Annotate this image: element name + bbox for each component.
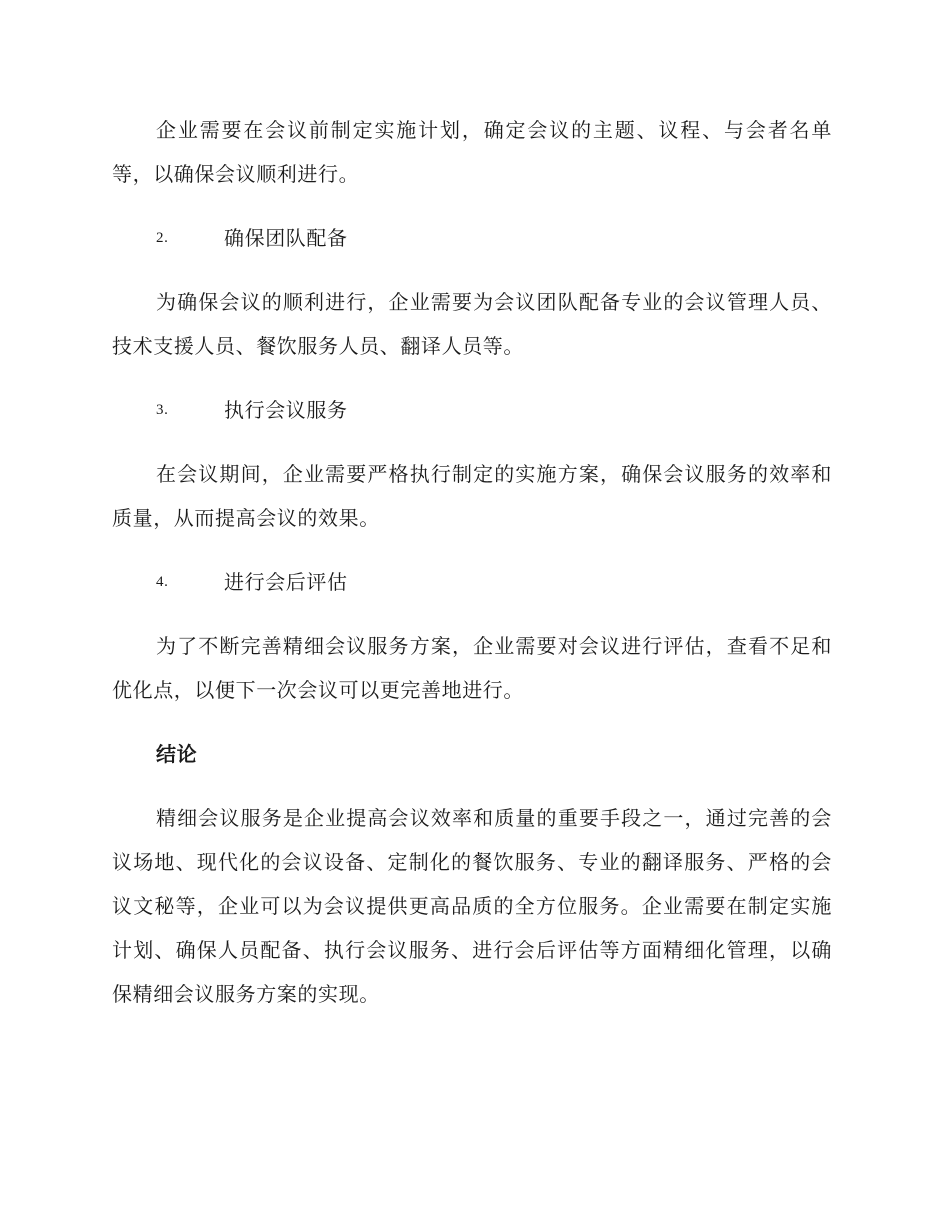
list-number: 4.	[156, 574, 169, 590]
paragraph-execute: 在会议期间，企业需要严格执行制定的实施方案，确保会议服务的效率和质量，从而提高会议的效果。	[112, 462, 832, 530]
list-item-execute	[112, 388, 832, 432]
list-number: 2.	[156, 230, 169, 246]
paragraph-plan: 企业需要在会议前制定实施计划，确定会议的主题、议程、与会者名单等，以确保会议顺利进行。	[112, 118, 832, 186]
paragraph-evaluate: 为了不断完善精细会议服务方案，企业需要对会议进行评估，查看不足和优化点，以便下一次会议可以更完善地进行。	[112, 634, 832, 702]
list-title: 确保团队配备	[224, 226, 348, 250]
list-number: 3.	[156, 402, 169, 418]
list-item-evaluate	[112, 560, 832, 604]
paragraph-team: 为确保会议的顺利进行，企业需要为会议团队配备专业的会议管理人员、技术支援人员、餐饮服务人员、翻译人员等。	[112, 290, 832, 358]
document-body	[112, 108, 832, 1036]
paragraph-conclusion: 精细会议服务是企业提高会议效率和质量的重要手段之一，通过完善的会议场地、现代化的会议设备、定制化的餐饮服务、专业的翻译服务、严格的会议文秘等，企业可以为会议提供更高品质的全方位服务。企业需要在制定实施计划、确保人员配备、执行会议服务、进行会后评估等方面精细化管理，以确保精细会议服务方案的实现。	[112, 806, 832, 1006]
section-heading-conclusion: 结论	[156, 742, 198, 766]
list-title: 执行会议服务	[224, 398, 348, 422]
list-item-team	[112, 216, 832, 260]
list-title: 进行会后评估	[224, 570, 348, 594]
